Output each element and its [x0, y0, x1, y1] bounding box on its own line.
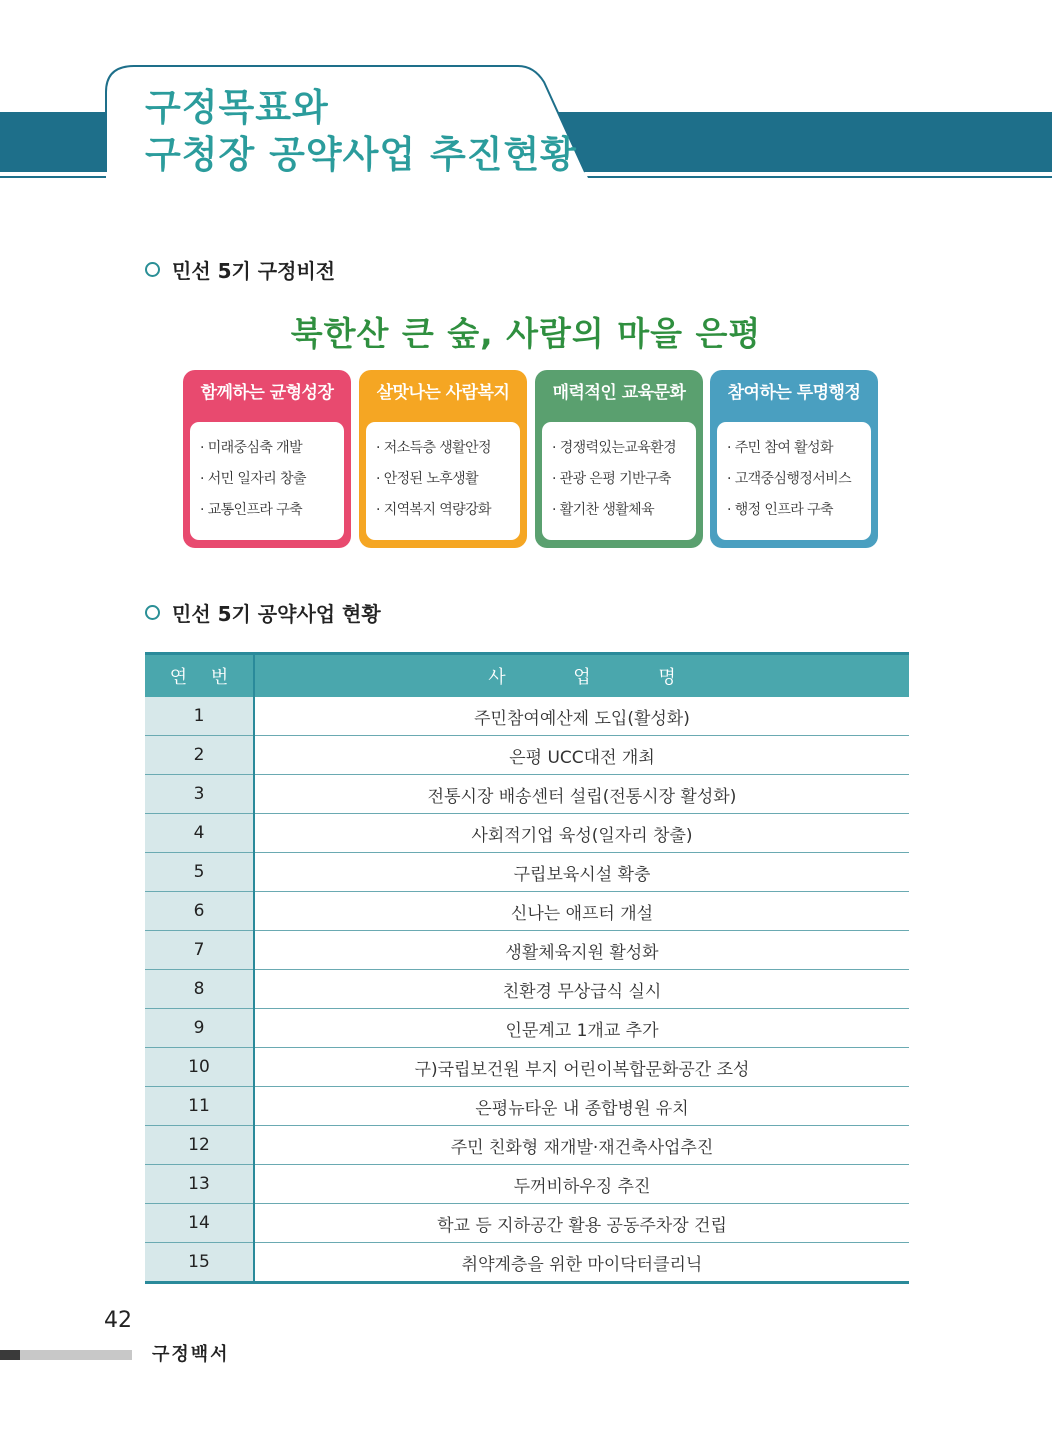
circle-bullet-icon — [145, 262, 160, 277]
vision-card-item: · 관광 은평 기반구축 — [552, 464, 696, 495]
project-name: 인문계고 1개교 추가 — [254, 1009, 909, 1048]
footer-bar-dark — [0, 1350, 20, 1360]
projects-heading — [145, 598, 381, 627]
vision-card-item: · 서민 일자리 창출 — [200, 464, 344, 495]
table-row — [145, 1087, 909, 1126]
page-title-line2: 구청장 공약사업 추진현황 — [145, 133, 577, 176]
row-number: 9 — [145, 1009, 254, 1048]
footer-bar-light — [20, 1350, 132, 1360]
project-name: 은평 UCC대전 개최 — [254, 736, 909, 775]
vision-card-transparent-admin — [710, 370, 878, 548]
row-number: 3 — [145, 775, 254, 814]
column-header-no: 연 번 — [145, 654, 254, 698]
page-title-line1: 구정목표와 — [145, 86, 329, 129]
vision-card-education-culture — [535, 370, 703, 548]
column-header-name: 사 업 명 — [254, 654, 909, 698]
vision-card-title: 살맛나는 사람복지 — [376, 383, 510, 403]
circle-bullet-icon — [145, 605, 160, 620]
table-row — [145, 1165, 909, 1204]
vision-card-title: 함께하는 균형성장 — [200, 383, 334, 403]
row-number: 14 — [145, 1204, 254, 1243]
project-name: 학교 등 지하공간 활용 공동주차장 건립 — [254, 1204, 909, 1243]
vision-card-item: · 저소득층 생활안정 — [376, 433, 520, 464]
project-name: 주민참여예산제 도입(활성화) — [254, 697, 909, 736]
vision-heading — [145, 255, 335, 284]
row-number: 6 — [145, 892, 254, 931]
table-row — [145, 853, 909, 892]
vision-card-body — [717, 422, 871, 540]
table-row — [145, 1048, 909, 1087]
vision-card-body — [542, 422, 696, 540]
vision-card-item: · 주민 참여 활성화 — [727, 433, 871, 464]
vision-card-item: · 지역복지 역량강화 — [376, 495, 520, 526]
vision-card-item: · 행정 인프라 구축 — [727, 495, 871, 526]
vision-heading-text: 민선 5기 구정비전 — [172, 259, 336, 283]
row-number: 11 — [145, 1087, 254, 1126]
table-row — [145, 697, 909, 736]
vision-card-item: · 경쟁력있는교육환경 — [552, 433, 696, 464]
vision-card-item: · 안정된 노후생활 — [376, 464, 520, 495]
project-name: 전통시장 배송센터 설립(전통시장 활성화) — [254, 775, 909, 814]
vision-cards — [183, 370, 877, 548]
table-row — [145, 814, 909, 853]
project-name: 주민 친화형 재개발·재건축사업추진 — [254, 1126, 909, 1165]
table-row — [145, 892, 909, 931]
project-name: 사회적기업 육성(일자리 창출) — [254, 814, 909, 853]
table-row — [145, 1126, 909, 1165]
page-title — [145, 84, 577, 178]
row-number: 10 — [145, 1048, 254, 1087]
vision-card-title: 매력적인 교육문화 — [552, 383, 686, 403]
project-name: 두꺼비하우징 추진 — [254, 1165, 909, 1204]
project-name: 구)국립보건원 부지 어린이복합문화공간 조성 — [254, 1048, 909, 1087]
vision-slogan: 북한산 큰 숲, 사람의 마을 은평 — [290, 314, 762, 353]
footer-book-title: 구정백서 — [152, 1344, 230, 1365]
table-row — [145, 775, 909, 814]
row-number: 5 — [145, 853, 254, 892]
table-row — [145, 1009, 909, 1048]
row-number: 12 — [145, 1126, 254, 1165]
vision-card-item: · 고객중심행정서비스 — [727, 464, 871, 495]
vision-card-item: · 미래중심축 개발 — [200, 433, 344, 464]
row-number: 13 — [145, 1165, 254, 1204]
project-name: 은평뉴타운 내 종합병원 유치 — [254, 1087, 909, 1126]
table-row — [145, 736, 909, 775]
table-header-row — [145, 654, 909, 698]
table-row — [145, 931, 909, 970]
vision-card-title: 참여하는 투명행정 — [727, 383, 861, 403]
row-number: 15 — [145, 1243, 254, 1283]
row-number: 8 — [145, 970, 254, 1009]
vision-card-item: · 활기찬 생활체육 — [552, 495, 696, 526]
projects-heading-text: 민선 5기 공약사업 현황 — [172, 602, 381, 626]
project-name: 구립보육시설 확충 — [254, 853, 909, 892]
vision-card-body — [366, 422, 520, 540]
projects-table — [145, 652, 909, 1284]
row-number: 7 — [145, 931, 254, 970]
page-number: 42 — [104, 1308, 132, 1333]
project-name: 취약계층을 위한 마이닥터클리닉 — [461, 1254, 703, 1275]
vision-card-welfare — [359, 370, 527, 548]
table-row — [145, 1204, 909, 1243]
project-name: 생활체육지원 활성화 — [254, 931, 909, 970]
project-name: 신나는 애프터 개설 — [254, 892, 909, 931]
row-number: 1 — [145, 697, 254, 736]
vision-card-balanced-growth — [183, 370, 351, 548]
vision-card-item: · 교통인프라 구축 — [200, 495, 344, 526]
project-name: 친환경 무상급식 실시 — [254, 970, 909, 1009]
table-row — [145, 1243, 909, 1283]
row-number: 4 — [145, 814, 254, 853]
row-number: 2 — [145, 736, 254, 775]
vision-card-body — [190, 422, 344, 540]
table-row — [145, 970, 909, 1009]
